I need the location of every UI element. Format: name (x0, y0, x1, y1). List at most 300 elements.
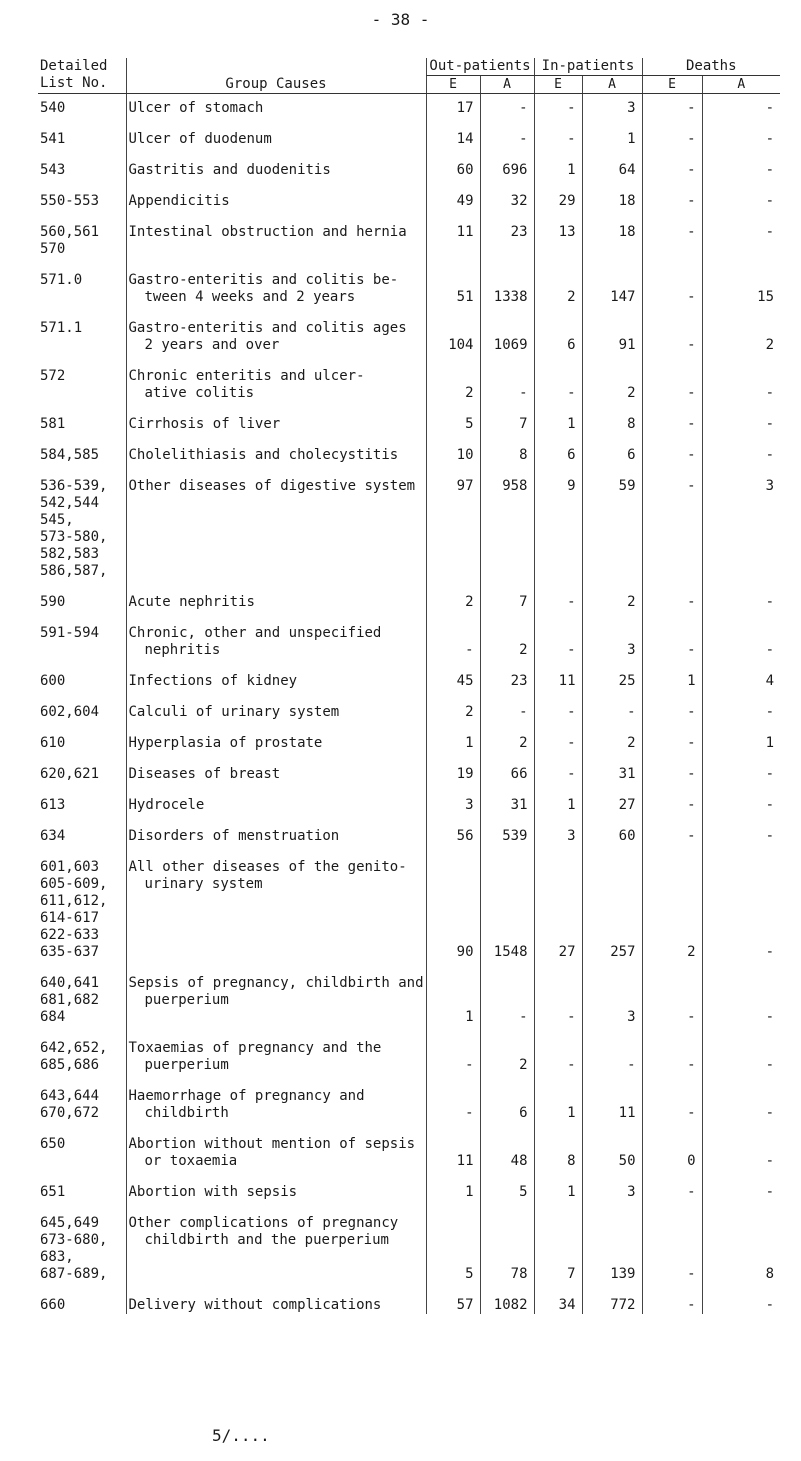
deaths-e-value: 0 (642, 1122, 702, 1170)
group-cause: Hydrocele (128, 797, 205, 813)
list-number-cell (38, 721, 126, 752)
deaths-a-value: - (702, 117, 780, 148)
group-cause-cell (126, 1074, 426, 1122)
in-patients-a-value: 31 (582, 752, 642, 783)
in-patients-e-value: 3 (534, 814, 582, 845)
group-cause-cell (126, 354, 426, 402)
list-number: 540 (40, 100, 66, 116)
group-cause: nephritis (144, 642, 221, 658)
list-number: 673-680, (40, 1232, 108, 1248)
table-row (38, 1283, 780, 1314)
table-body (38, 94, 780, 1315)
deaths-a-value: - (702, 179, 780, 210)
list-number: 581 (40, 416, 66, 432)
out-patients-header: Out-patients (426, 58, 534, 76)
out-patients-e-value: 60 (426, 148, 480, 179)
group-cause-cell (126, 148, 426, 179)
group-cause: Chronic enteritis and ulcer- (128, 368, 365, 384)
deaths-e-value: - (642, 210, 702, 258)
deaths-e-value: - (642, 752, 702, 783)
group-cause: childbirth and the puerperium (144, 1232, 389, 1248)
table-row (38, 721, 780, 752)
list-number: 586,587, (40, 563, 108, 579)
morbidity-table (38, 58, 780, 1314)
in-patients-a-value: 3 (582, 1170, 642, 1201)
out-patients-e-value: 51 (426, 258, 480, 306)
group-cause-cell (126, 659, 426, 690)
table-row (38, 611, 780, 659)
out-patients-a-value: 48 (480, 1122, 534, 1170)
list-number: 605-609, (40, 876, 108, 892)
group-cause: Other complications of pregnancy (128, 1215, 399, 1231)
group-cause-cell (126, 961, 426, 1026)
out-patients-a-value: 7 (480, 580, 534, 611)
deaths-a-value: - (702, 148, 780, 179)
deaths-e-value: - (642, 814, 702, 845)
in-patients-e-value: 1 (534, 148, 582, 179)
list-number: 542,544 (40, 495, 100, 511)
in-patients-e-value: 8 (534, 1122, 582, 1170)
in-patients-a-value: 8 (582, 402, 642, 433)
out-patients-a-value: 1338 (480, 258, 534, 306)
list-number: 543 (40, 162, 66, 178)
group-cause: Acute nephritis (128, 594, 255, 610)
list-number-cell (38, 94, 126, 118)
in-patients-e-value: - (534, 117, 582, 148)
group-cause: Sepsis of pregnancy, childbirth and (128, 975, 424, 991)
list-number-cell (38, 464, 126, 580)
in-patients-e-value: 6 (534, 306, 582, 354)
list-number-cell (38, 752, 126, 783)
group-cause-cell (126, 1201, 426, 1283)
list-number: 634 (40, 828, 66, 844)
out-patients-a-value: - (480, 961, 534, 1026)
in-patients-e-value: - (534, 354, 582, 402)
list-number: 582,583 (40, 546, 100, 562)
deaths-e-value: - (642, 306, 702, 354)
in-patients-a-value: 91 (582, 306, 642, 354)
list-number: 570 (40, 241, 66, 257)
out-patients-e-value: 1 (426, 961, 480, 1026)
deaths-e-value: - (642, 611, 702, 659)
list-number-cell (38, 1283, 126, 1314)
out-patients-e-value: - (426, 1074, 480, 1122)
in-patients-e-value: - (534, 690, 582, 721)
in-patients-e-value: - (534, 94, 582, 118)
in-patients-a-value: 772 (582, 1283, 642, 1314)
in-patients-a-value: 59 (582, 464, 642, 580)
in-patients-header: In-patients (534, 58, 642, 76)
list-number: 611,612, (40, 893, 108, 909)
table-row (38, 179, 780, 210)
deaths-a-value: - (702, 611, 780, 659)
table-row (38, 210, 780, 258)
list-number: 584,585 (40, 447, 100, 463)
out-patients-a-value: 539 (480, 814, 534, 845)
group-cause: Appendicitis (128, 193, 230, 209)
group-cause: Toxaemias of pregnancy and the (128, 1040, 382, 1056)
table-row (38, 659, 780, 690)
group-cause: Gastro-enteritis and colitis be- (128, 272, 399, 288)
list-number-cell (38, 659, 126, 690)
deaths-e-value: - (642, 1283, 702, 1314)
group-cause: urinary system (144, 876, 263, 892)
list-number-cell (38, 690, 126, 721)
deaths-e-header: E (642, 76, 702, 94)
table-row (38, 464, 780, 580)
group-cause-cell (126, 611, 426, 659)
in-patients-a-value: 18 (582, 210, 642, 258)
deaths-e-value: - (642, 433, 702, 464)
deaths-e-value: - (642, 1201, 702, 1283)
out-patients-a-value: - (480, 94, 534, 118)
group-cause: Haemorrhage of pregnancy and (128, 1088, 365, 1104)
in-patients-a-value: 257 (582, 845, 642, 961)
list-number: 613 (40, 797, 66, 813)
out-patients-a-value: 5 (480, 1170, 534, 1201)
list-number: 650 (40, 1136, 66, 1152)
out-patients-a-value: 958 (480, 464, 534, 580)
in-patients-a-value: 25 (582, 659, 642, 690)
list-number-cell (38, 1074, 126, 1122)
in-patients-e-value: 1 (534, 783, 582, 814)
list-number: 683, (40, 1249, 74, 1265)
in-patients-a-value: 11 (582, 1074, 642, 1122)
list-number: 643,644 (40, 1088, 100, 1104)
list-number: 545, (40, 512, 74, 528)
in-patients-e-value: - (534, 611, 582, 659)
in-patients-e-value: - (534, 752, 582, 783)
deaths-e-value: - (642, 580, 702, 611)
list-number: 684 (40, 1009, 66, 1025)
deaths-e-value: - (642, 258, 702, 306)
deaths-e-value: - (642, 94, 702, 118)
in-patients-e-value: 2 (534, 258, 582, 306)
list-number: 590 (40, 594, 66, 610)
deaths-e-value: - (642, 117, 702, 148)
out-patients-a-value: 23 (480, 659, 534, 690)
in-patients-a-value: 64 (582, 148, 642, 179)
out-patients-a-value: - (480, 354, 534, 402)
list-number-cell (38, 402, 126, 433)
group-cause-cell (126, 752, 426, 783)
deaths-e-value: - (642, 179, 702, 210)
deaths-a-value: - (702, 210, 780, 258)
out-patients-e-value: 45 (426, 659, 480, 690)
out-patients-a-value: 78 (480, 1201, 534, 1283)
table-row (38, 845, 780, 961)
out-patients-a-value: 31 (480, 783, 534, 814)
deaths-a-value: 8 (702, 1201, 780, 1283)
deaths-a-value: - (702, 1122, 780, 1170)
out-patients-e-value: 56 (426, 814, 480, 845)
group-cause: Abortion with sepsis (128, 1184, 298, 1200)
group-cause: Ulcer of stomach (128, 100, 264, 116)
deaths-e-value: - (642, 783, 702, 814)
group-cause-cell (126, 1283, 426, 1314)
deaths-e-value: 1 (642, 659, 702, 690)
group-cause-cell (126, 433, 426, 464)
deaths-a-value: - (702, 961, 780, 1026)
list-number-cell (38, 845, 126, 961)
out-patients-a-value: 1069 (480, 306, 534, 354)
group-cause: Ulcer of duodenum (128, 131, 272, 147)
out-patients-e-value: 2 (426, 690, 480, 721)
group-cause: puerperium (144, 1057, 229, 1073)
list-number-cell (38, 961, 126, 1026)
table-row (38, 580, 780, 611)
in-patients-a-value: - (582, 1026, 642, 1074)
out-patients-a-value: 23 (480, 210, 534, 258)
out-patients-e-value: 2 (426, 580, 480, 611)
group-cause-cell (126, 783, 426, 814)
list-number: 651 (40, 1184, 66, 1200)
out-patients-e-value: 97 (426, 464, 480, 580)
table-row (38, 433, 780, 464)
deaths-e-value: - (642, 1074, 702, 1122)
table-row (38, 94, 780, 118)
in-patients-e-value: 27 (534, 845, 582, 961)
out-patients-a-value: 1082 (480, 1283, 534, 1314)
list-number: 685,686 (40, 1057, 100, 1073)
deaths-e-value: - (642, 464, 702, 580)
group-cause-cell (126, 1122, 426, 1170)
list-number-cell (38, 611, 126, 659)
group-cause: Gastritis and duodenitis (128, 162, 331, 178)
table-row (38, 402, 780, 433)
out-patients-a-value: 2 (480, 1026, 534, 1074)
out-patients-a-value: - (480, 117, 534, 148)
out-patients-e-value: 49 (426, 179, 480, 210)
in-patients-a-value: 60 (582, 814, 642, 845)
in-patients-a-value: - (582, 690, 642, 721)
out-patients-e-value: 5 (426, 1201, 480, 1283)
list-number-cell (38, 258, 126, 306)
detailed-list-header: Detailed List No. (38, 58, 126, 94)
in-patients-e-value: 11 (534, 659, 582, 690)
list-number: 601,603 (40, 859, 100, 875)
deaths-a-value: 2 (702, 306, 780, 354)
deaths-a-value: - (702, 752, 780, 783)
out-patients-a-value: 1548 (480, 845, 534, 961)
group-cause: Hyperplasia of prostate (128, 735, 323, 751)
in-patients-a-value: 2 (582, 580, 642, 611)
group-cause: Other diseases of digestive system (128, 478, 416, 494)
deaths-e-value: - (642, 1170, 702, 1201)
list-number-cell (38, 306, 126, 354)
out-patients-a-value: 66 (480, 752, 534, 783)
deaths-a-value: - (702, 433, 780, 464)
in-patients-a-value: 27 (582, 783, 642, 814)
out-patients-e-value: 19 (426, 752, 480, 783)
list-number: 541 (40, 131, 66, 147)
list-number: 591-594 (40, 625, 100, 641)
list-number: 640,641 (40, 975, 100, 991)
out-a-header: A (480, 76, 534, 94)
table-row (38, 961, 780, 1026)
list-number: 572 (40, 368, 66, 384)
in-e-header: E (534, 76, 582, 94)
in-patients-a-value: 3 (582, 961, 642, 1026)
group-cause: Delivery without complications (128, 1297, 382, 1313)
out-patients-a-value: 2 (480, 721, 534, 752)
deaths-a-value: - (702, 94, 780, 118)
table-row (38, 1122, 780, 1170)
group-cause: puerperium (144, 992, 229, 1008)
deaths-a-value: - (702, 690, 780, 721)
in-patients-e-value: 13 (534, 210, 582, 258)
list-number: 660 (40, 1297, 66, 1313)
in-patients-e-value: - (534, 721, 582, 752)
group-cause-cell (126, 258, 426, 306)
list-number-cell (38, 354, 126, 402)
group-cause: Cholelithiasis and cholecystitis (128, 447, 399, 463)
in-a-header: A (582, 76, 642, 94)
group-cause-cell (126, 845, 426, 961)
out-patients-a-value: 32 (480, 179, 534, 210)
table-row (38, 1170, 780, 1201)
deaths-a-value: 3 (702, 464, 780, 580)
deaths-e-value: - (642, 721, 702, 752)
deaths-a-value: - (702, 354, 780, 402)
out-patients-e-value: 1 (426, 1170, 480, 1201)
in-patients-a-value: 2 (582, 721, 642, 752)
deaths-a-value: - (702, 580, 780, 611)
out-patients-e-value: 3 (426, 783, 480, 814)
group-cause-cell (126, 690, 426, 721)
deaths-a-value: - (702, 1283, 780, 1314)
in-patients-e-value: 1 (534, 402, 582, 433)
group-cause: Chronic, other and unspecified (128, 625, 382, 641)
in-patients-a-value: 2 (582, 354, 642, 402)
in-patients-a-value: 3 (582, 611, 642, 659)
out-patients-e-value: 11 (426, 210, 480, 258)
group-causes-header: Group Causes (126, 58, 426, 94)
table-row (38, 354, 780, 402)
group-cause: 2 years and over (144, 337, 280, 353)
group-cause-cell (126, 94, 426, 118)
group-cause-cell (126, 721, 426, 752)
list-number-cell (38, 179, 126, 210)
deaths-header: Deaths (642, 58, 780, 76)
continuation-marker: 5/.... (212, 1426, 270, 1445)
out-patients-a-value: 2 (480, 611, 534, 659)
deaths-a-header: A (702, 76, 780, 94)
list-number: 645,649 (40, 1215, 100, 1231)
list-number: 620,621 (40, 766, 100, 782)
group-cause-cell (126, 814, 426, 845)
list-number-cell (38, 1201, 126, 1283)
out-patients-e-value: 90 (426, 845, 480, 961)
out-patients-e-value: 10 (426, 433, 480, 464)
out-patients-e-value: 104 (426, 306, 480, 354)
group-cause: ative colitis (144, 385, 255, 401)
deaths-a-value: - (702, 402, 780, 433)
in-patients-e-value: 6 (534, 433, 582, 464)
list-number: 602,604 (40, 704, 100, 720)
list-number: 550-553 (40, 193, 100, 209)
out-patients-e-value: 11 (426, 1122, 480, 1170)
in-patients-a-value: 18 (582, 179, 642, 210)
in-patients-a-value: 50 (582, 1122, 642, 1170)
group-cause-cell (126, 1026, 426, 1074)
deaths-e-value: - (642, 1026, 702, 1074)
table-row (38, 814, 780, 845)
out-e-header: E (426, 76, 480, 94)
group-cause-cell (126, 1170, 426, 1201)
deaths-a-value: 15 (702, 258, 780, 306)
list-number-cell (38, 210, 126, 258)
list-number-cell (38, 783, 126, 814)
deaths-e-value: - (642, 354, 702, 402)
in-patients-e-value: 29 (534, 179, 582, 210)
group-cause: Disorders of menstruation (128, 828, 340, 844)
group-cause-cell (126, 402, 426, 433)
list-number: 573-580, (40, 529, 108, 545)
list-number: 670,672 (40, 1105, 100, 1121)
out-patients-a-value: 696 (480, 148, 534, 179)
table-row (38, 783, 780, 814)
list-number: 571.0 (40, 272, 83, 288)
in-patients-a-value: 6 (582, 433, 642, 464)
group-cause: Abortion without mention of sepsis (128, 1136, 416, 1152)
in-patients-e-value: - (534, 961, 582, 1026)
in-patients-e-value: 7 (534, 1201, 582, 1283)
group-cause: Gastro-enteritis and colitis ages (128, 320, 407, 336)
group-cause-cell (126, 179, 426, 210)
out-patients-e-value: - (426, 1026, 480, 1074)
list-number: 536-539, (40, 478, 108, 494)
table-row (38, 752, 780, 783)
out-patients-e-value: 17 (426, 94, 480, 118)
deaths-a-value: 1 (702, 721, 780, 752)
group-cause: Infections of kidney (128, 673, 298, 689)
group-cause: Calculi of urinary system (128, 704, 340, 720)
in-patients-a-value: 3 (582, 94, 642, 118)
group-cause: childbirth (144, 1105, 229, 1121)
list-number-cell (38, 1122, 126, 1170)
list-number: 687-689, (40, 1266, 108, 1282)
list-number: 610 (40, 735, 66, 751)
table-row (38, 1074, 780, 1122)
list-number: 560,561 (40, 224, 100, 240)
list-number-cell (38, 1170, 126, 1201)
list-number: 622-633 (40, 927, 100, 943)
group-cause: or toxaemia (144, 1153, 238, 1169)
list-number: 571.1 (40, 320, 83, 336)
list-number-cell (38, 433, 126, 464)
deaths-a-value: - (702, 1074, 780, 1122)
table-row (38, 117, 780, 148)
list-number-cell (38, 148, 126, 179)
out-patients-a-value: 6 (480, 1074, 534, 1122)
out-patients-e-value: 5 (426, 402, 480, 433)
group-cause: tween 4 weeks and 2 years (144, 289, 356, 305)
list-number: 614-617 (40, 910, 100, 926)
group-cause: Diseases of breast (128, 766, 281, 782)
table-row (38, 148, 780, 179)
deaths-e-value: - (642, 961, 702, 1026)
out-patients-a-value: 7 (480, 402, 534, 433)
deaths-a-value: - (702, 814, 780, 845)
group-cause: All other diseases of the genito- (128, 859, 407, 875)
list-number: 681,682 (40, 992, 100, 1008)
deaths-a-value: - (702, 845, 780, 961)
in-patients-e-value: - (534, 580, 582, 611)
in-patients-e-value: 34 (534, 1283, 582, 1314)
list-number: 635-637 (40, 944, 100, 960)
table-row (38, 1201, 780, 1283)
